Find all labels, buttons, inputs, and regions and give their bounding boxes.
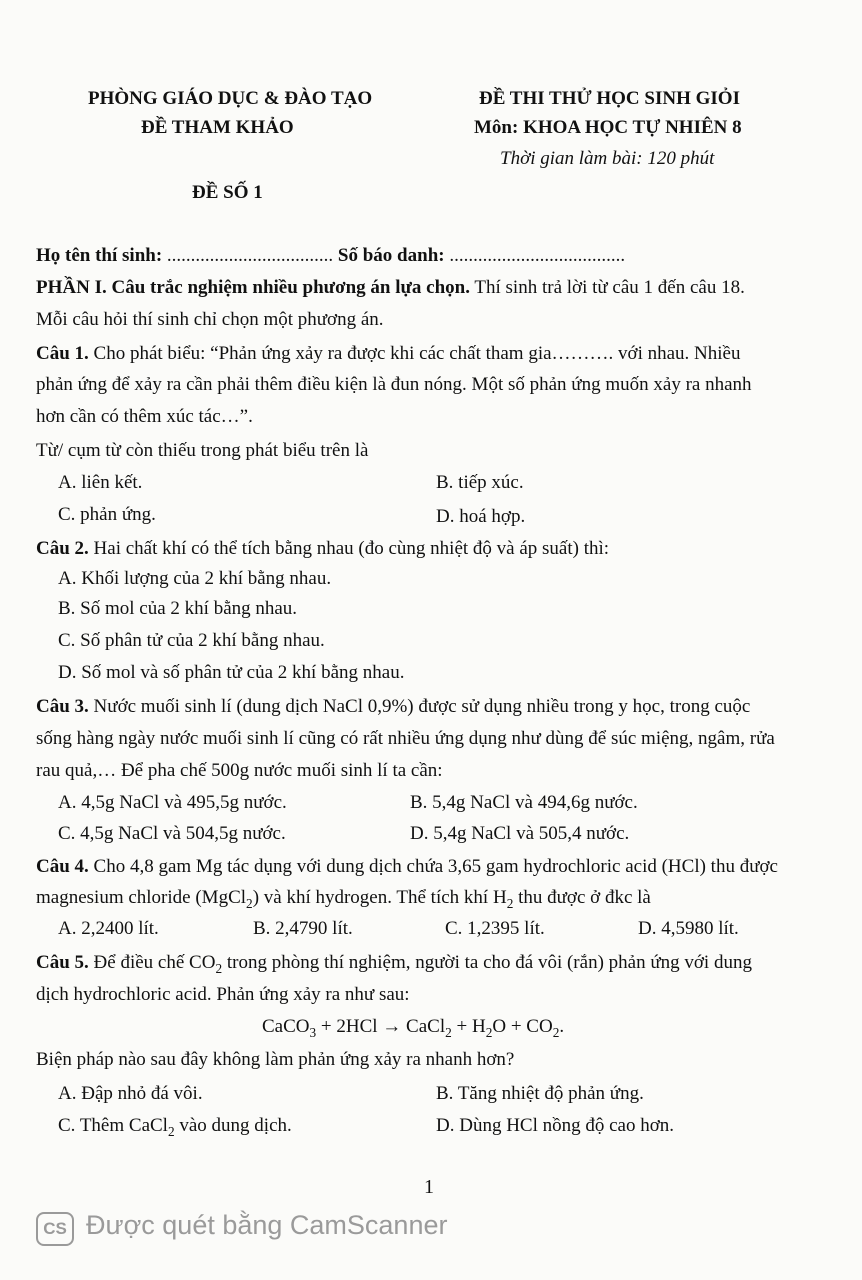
q2-option-d: D. Số mol và số phân tử của 2 khí bằng nhau.: [58, 662, 405, 683]
q1-option-b: B. tiếp xúc.: [436, 472, 524, 493]
eq-part: + H: [451, 1016, 486, 1037]
part1-instruction-2: Mỗi câu hỏi thí sinh chỉ chọn một phương án.: [36, 309, 384, 330]
q2-text: Hai chất khí có thể tích bằng nhau (đo cùng nhiệt độ và áp suất) thì:: [93, 538, 610, 559]
q4-label: Câu 4.: [36, 856, 89, 877]
q5-line2: dịch hydrochloric acid. Phản ứng xảy ra như sau:: [36, 984, 410, 1005]
student-info-line: [36, 245, 625, 267]
q1-option-d: D. hoá hợp.: [436, 506, 526, 527]
part1-heading: [36, 277, 745, 299]
exam-number: ĐỀ SỐ 1: [192, 182, 263, 203]
q3-line3: rau quả,… Để pha chế 500g nước muối sinh lí ta cần:: [36, 760, 443, 781]
exam-subject: Môn: KHOA HỌC TỰ NHIÊN 8: [474, 117, 742, 138]
q3-text-1: Nước muối sinh lí (dung dịch NaCl 0,9%) được sử dụng nhiều trong y học, trong cuộc: [93, 696, 751, 717]
subscript: 3: [309, 1024, 317, 1040]
q4-option-c: C. 1,2395 lít.: [445, 918, 545, 939]
part1-instruction: Thí sinh trả lời từ câu 1 đến câu 18.: [474, 277, 745, 298]
q2-label: Câu 2.: [36, 538, 89, 559]
scanner-watermark: Được quét bằng CamScanner: [86, 1210, 448, 1240]
q3-option-a: A. 4,5g NaCl và 495,5g nước.: [58, 792, 287, 813]
q5-equation: [262, 1016, 564, 1038]
q5-text-1b: trong phòng thí nghiệm, người ta cho đá vôi (rắn) phản ứng với dung: [222, 952, 752, 973]
q2-option-c: C. Số phân tử của 2 khí bằng nhau.: [58, 630, 325, 651]
q5-label: Câu 5.: [36, 952, 89, 973]
q2-line1: [36, 538, 609, 560]
q1-option-c: C. phản ứng.: [58, 504, 156, 525]
q5-prompt: Biện pháp nào sau đây không làm phản ứng xảy ra nhanh hơn?: [36, 1049, 515, 1070]
eq-part: + 2HCl → CaCl: [316, 1016, 446, 1037]
reference-label: ĐỀ THAM KHẢO: [141, 117, 294, 138]
q5-option-c-text-b: vào dung dịch.: [174, 1115, 292, 1136]
q3-label: Câu 3.: [36, 696, 89, 717]
q3-option-d: D. 5,4g NaCl và 505,4 nước.: [410, 823, 630, 844]
q4-text-2b: ) và khí hydrogen. Thể tích khí H: [252, 887, 507, 908]
q5-text-1a: Để điều chế CO: [93, 952, 216, 973]
q3-option-c: C. 4,5g NaCl và 504,5g nước.: [58, 823, 286, 844]
q1-line2: phản ứng để xảy ra cần phải thêm điều kiện là đun nóng. Một số phản ứng muốn xảy ra nhanh: [36, 374, 752, 395]
subscript: 2: [215, 960, 223, 976]
eq-part: O + CO: [492, 1016, 553, 1037]
subscript: 2: [506, 895, 514, 911]
q5-line1: [36, 952, 752, 974]
student-name-blank: ...................................: [166, 245, 334, 266]
eq-part: .: [559, 1016, 565, 1037]
student-id-blank: .....................................: [449, 245, 626, 266]
q4-option-b: B. 2,4790 lít.: [253, 918, 353, 939]
camscanner-logo-icon: CS: [36, 1212, 74, 1246]
part1-title: PHẦN I. Câu trắc nghiệm nhiều phương án lựa chọn.: [36, 277, 470, 298]
subscript: 2: [167, 1123, 175, 1139]
q4-text-2a: magnesium chloride (MgCl: [36, 887, 247, 908]
q4-text-1: Cho 4,8 gam Mg tác dụng với dung dịch chứa 3,65 gam hydrochloric acid (HCl) thu được: [93, 856, 778, 877]
eq-part: CaCO: [262, 1016, 310, 1037]
subscript: 2: [552, 1024, 560, 1040]
q4-option-d: D. 4,5980 lít.: [638, 918, 739, 939]
q3-line1: [36, 696, 750, 718]
q3-line2: sống hàng ngày nước muối sinh lí cũng có rất nhiều ứng dụng như dùng để súc miệng, ngâm, rửa: [36, 728, 775, 749]
org-name: PHÒNG GIÁO DỤC & ĐÀO TẠO: [88, 88, 373, 109]
q2-option-a: A. Khối lượng của 2 khí bằng nhau.: [58, 568, 332, 589]
q1-text-1: Cho phát biểu: “Phản ứng xảy ra được khi các chất tham gia………. với nhau. Nhiều: [93, 343, 741, 364]
q1-line1: [36, 343, 741, 365]
q4-line2: [36, 887, 651, 909]
q4-line1: [36, 856, 778, 878]
q1-option-a: A. liên kết.: [58, 472, 143, 493]
student-id-label: Số báo danh:: [337, 245, 445, 266]
q3-option-b: B. 5,4g NaCl và 494,6g nước.: [410, 792, 638, 813]
q1-line3: hơn cần có thêm xúc tác…”.: [36, 406, 253, 427]
q4-text-2c: thu được ở đkc là: [513, 887, 651, 908]
exam-time: Thời gian làm bài: 120 phút: [500, 148, 715, 169]
q5-option-c-text-a: C. Thêm CaCl: [58, 1115, 168, 1136]
subscript: 2: [485, 1024, 493, 1040]
subscript: 2: [246, 895, 253, 911]
page-number: 1: [424, 1176, 434, 1198]
q5-option-d: D. Dùng HCl nồng độ cao hơn.: [436, 1115, 675, 1136]
exam-title: ĐỀ THI THỬ HỌC SINH GIỎI: [479, 88, 740, 109]
student-name-label: Họ tên thí sinh:: [36, 245, 163, 266]
q5-option-b: B. Tăng nhiệt độ phản ứng.: [436, 1083, 644, 1104]
q4-option-a: A. 2,2400 lít.: [58, 918, 159, 939]
q2-option-b: B. Số mol của 2 khí bằng nhau.: [58, 598, 298, 619]
subscript: 2: [445, 1024, 452, 1040]
q5-option-c: [58, 1115, 292, 1137]
q1-label: Câu 1.: [36, 343, 89, 364]
q5-option-a: A. Đập nhỏ đá vôi.: [58, 1083, 203, 1104]
q1-prompt: Từ/ cụm từ còn thiếu trong phát biểu trên là: [36, 440, 369, 461]
